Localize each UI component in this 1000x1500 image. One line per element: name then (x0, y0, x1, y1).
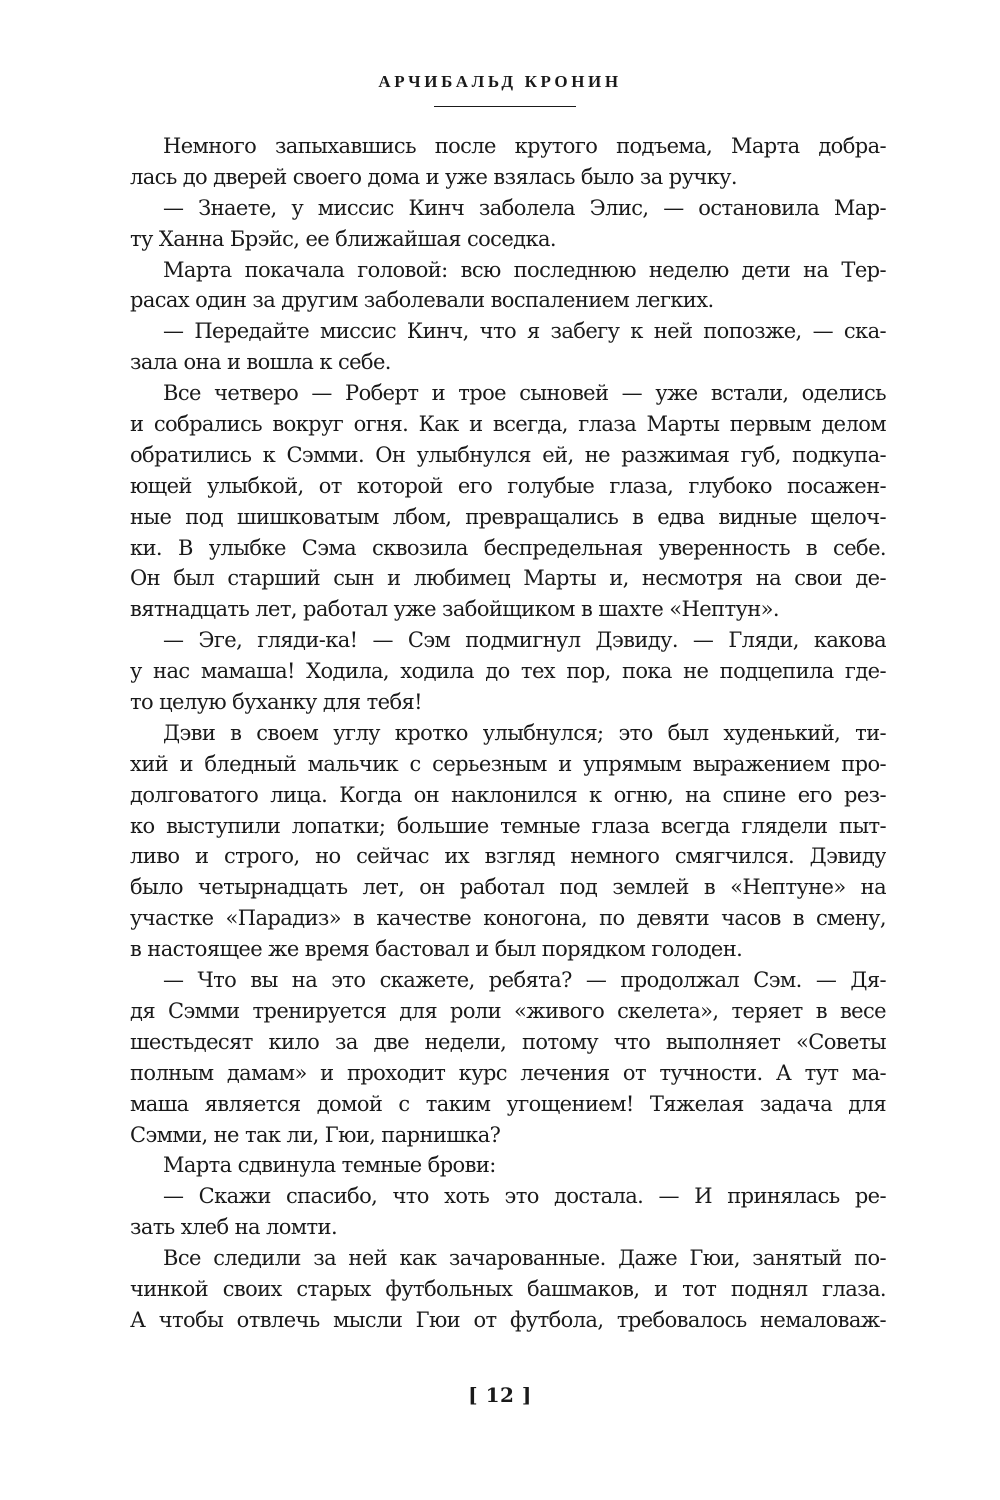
text-line: то целую буханку для тебя! (130, 690, 423, 715)
text-line: зала она и вошла к себе. (130, 350, 391, 375)
text-line: чинкой своих старых футбольных башмаков, и тот поднял глаза. (130, 1276, 886, 1301)
text-line: ки. В улыбке Сэма сквозила беспредельная уверенность в себе. (130, 535, 886, 560)
text-line: зать хлеб на ломти. (130, 1215, 338, 1240)
text-line: ко выступили лопатки; большие темные глаза всегда глядели пыт- (130, 813, 886, 838)
text-line: в настоящее же время бастовал и был порядком голоден. (130, 937, 743, 962)
text-line: Сэмми, не так ли, Гюи, парнишка? (130, 1122, 501, 1147)
text-line: Марта покачала головой: всю последнюю неделю дети на Тер- (163, 257, 886, 282)
body-text (130, 131, 886, 1336)
text-line: дя Сэмми тренируется для роли «живого скелета», теряет в весе (130, 998, 886, 1023)
text-line: долговатого лица. Когда он наклонился к огню, на спине его рез- (130, 782, 886, 807)
text-line: хий и бледный мальчик с серьезным и упрямым выражением про- (130, 751, 886, 776)
text-line: ющей улыбкой, от которой его голубые глаза, глубоко посажен- (130, 473, 886, 498)
text-line: Он был старший сын и любимец Марты и, несмотря на свои де- (130, 566, 886, 591)
running-head-author: АРЧИБАЛЬД КРОНИН (378, 72, 622, 91)
text-line: — Эге, гляди-ка! — Сэм подмигнул Дэвиду. — Гляди, какова (163, 628, 886, 653)
text-line: ные под шишковатым лбом, превращались в едва видные щелоч- (130, 504, 886, 529)
text-line: Все следили за ней как зачарованные. Даже Гюи, занятый по- (163, 1246, 886, 1271)
text-line: было четырнадцать лет, он работал под землей в «Нептуне» на (130, 875, 886, 900)
text-line: Дэви в своем углу кротко улыбнулся; это был худенький, ти- (163, 720, 886, 745)
text-line: А чтобы отвлечь мысли Гюи от футбола, требовалось немаловаж- (130, 1307, 886, 1332)
text-line: полным дамам» и проходит курс лечения от тучности. А тут ма- (130, 1060, 886, 1085)
text-line: ливо и строго, но сейчас их взгляд немного смягчился. Дэвиду (130, 844, 886, 869)
text-line: шестьдесят кило за две недели, потому что выполняет «Советы (130, 1029, 886, 1054)
header-rule (434, 106, 576, 107)
text-line: — Что вы на это скажете, ребята? — продолжал Сэм. — Дя- (163, 968, 886, 993)
page-number: [ 12 ] (468, 1383, 532, 1407)
text-line: ту Ханна Брэйс, ее ближайшая соседка. (130, 226, 557, 251)
text-line: участке «Парадиз» в качестве коногона, по девяти часов в смену, (130, 906, 886, 931)
text-line: вятнадцать лет, работал уже забойщиком в шахте «Нептун». (130, 597, 779, 622)
text-line: Все четверо — Роберт и трое сыновей — уже встали, оделись (163, 381, 886, 406)
text-line: лась до дверей своего дома и уже взялась было за ручку. (130, 164, 737, 189)
text-line: и собрались вокруг огня. Как и всегда, глаза Марты первым делом (130, 412, 886, 437)
text-line: Марта сдвинула темные брови: (163, 1153, 496, 1178)
text-line: Немного запыхавшись после крутого подъема, Марта добра- (163, 134, 886, 158)
text-line: расах один за другим заболевали воспалением легких. (130, 288, 714, 313)
text-line: маша является домой с таким угощением! Тяжелая задача для (130, 1091, 886, 1116)
text-line: — Передайте миссис Кинч, что я забегу к ней попозже, — ска- (163, 319, 886, 344)
text-line: у нас мамаша! Ходила, ходила до тех пор, пока не подцепила где- (130, 659, 886, 684)
text-line: обратились к Сэмми. Он улыбнулся ей, не разжимая губ, подкупа- (130, 442, 886, 467)
text-line: — Скажи спасибо, что хоть это достала. — И принялась ре- (163, 1184, 886, 1209)
text-line: — Знаете, у миссис Кинч заболела Элис, — остановила Мар- (163, 195, 886, 220)
